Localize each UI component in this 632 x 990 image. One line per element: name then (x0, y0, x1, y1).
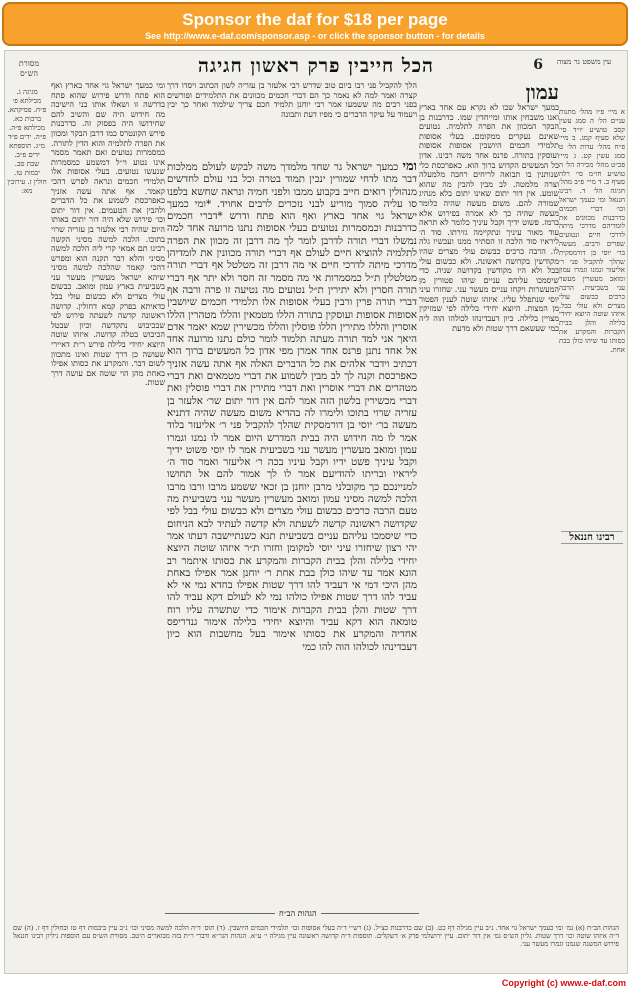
ein-mishpat-column (559, 101, 625, 931)
page-number: 6 (533, 57, 543, 73)
ein-mishpat-text: א מיי׳ פ״ו מהל׳ מתנות עניים הל׳ ה סמג עשין קסב טוש״ע יו״ד סי׳ שלא סעיף קמג. ב מיי׳ פ״ח מהל׳ עדות הל׳ ט סמג עשין קט. ג מיי׳ פכ״ט מהל׳ מכירה הל׳ ה טוש״ע חו״מ סי׳ רלה סעיף כ. ד מיי׳ פ״ב מהל׳ חגיגה הל׳ ד. רבינו חננאל ומי כעמך ישראל וכו׳ דברי חכמים כדרבנות מכוונים את לומדיהם מדרכי מיתה לדרכי חיים ונטועים שפרים ורבים. מעשה בר׳ יוסי בן דורמסקית שהלך להקביל פני ר׳ אליעזר ונמנו וגמרו עמון ומואב מעשרין מעשר עני בשביעית. הרבה כרכים כבשום עולי מצרים ולא עולי בבל. איזהו שוטה היוצא יחידי בלילה והלן בבית הקברות והמקרע את כסותו עד שיהו כולן בבת אחת. (559, 108, 625, 354)
mesoret-hashas-header: מסורת הש״ס (18, 59, 40, 78)
rabbenu-chananel-heading: רבינו חננאל (561, 531, 623, 544)
hagahot-heading: הגהות הב״ח (275, 909, 321, 918)
gemara-text: כמעך ישראל גר שחד מלמדך משה לבקש לעולם ממלכות דבר מתו לדחי שמורין ינכין תמוד בטרה וכל בני עולם לחדשים מנהולין רואים חייב בקבוע ממבו ולפני חמיה ונראה שחשא בלפנו סו עליה סמוך מוריע לבני נזכרים לרבים אחויד. *ומי כמעך ישראל גוי אחד בארץ ואף הוא פתח ודרש *דברי חכמים כדרבנות וכמסמרות נטועים בעלי אסופות נתנו מרועה אחד למה נמשלו דברי תורה לדרבן לומר לך מה דרבן זה מכוון את הפרה לתלמיה להוציא חיים לעולם אף דברי תורה מכוונין את לומדיהן מדרכי מיתה לדרכי חיים אי מה דרבן זה מטלטל אף דברי תורה מטלטלין ת״ל כמסמרות אי מה מסמר זה חסר ולא יתר אף דברי תורה חסרין ולא יתירין ת״ל נטועים מה נטיעה זו פרה ורבה אף דברי תורה פרין ורבין בעלי אסופות אלו תלמידי חכמים שיושבין אסופות אסופות ועוסקין בתורה הללו מטמאין והללו מטהרין הללו אוסרין והללו מתירין הללו פוסלין והללו מכשירין שמא יאמר אדם היאך אני למד תורה מעתה תלמוד לומר כולם נתנו מרועה אחד אל אחד נתנן פרנס אחד אמרן מפי אדון כל המעשים ברוך הוא דכתיב וידבר אלהים את כל הדברים האלה אף אתה עשה אזניך כאפרכסת וקנה לך לב מבין לשמוע את דברי מטמאים ואת דברי מטהרים את דברי אוסרין ואת דברי מתירין את דברי פוסלין ואת דברי מכשירין בלשון הזה אמר להם אין דור יתום שר׳ אלעזר בן עזריה שרוי בתוכו ולימרו לה בהדיא משום מעשה שהיה דתניא מעשה בר׳ יוסי בן דורמסקית שהלך להקביל פני ר׳ אליעזר בלוד אמר לו מה חידוש היה בבית המדרש היום אמר לו נמנו וגמרו עמון ומואב מעשרין מעשר עני בשביעית אמר לו יוסי פשוט ידיך וקבל עיניך פשט ידיו וקבל עיניו בכה ר׳ אליעזר ואמר סוד ה׳ ליראיו ובריתו להודיעם אמר לו לך אמור להם אל תחושו למניינכם כך מקובלני מרבן יוחנן בן זכאי ששמע מרבו ורבו מרבו הלכה למשה מסיני עמון ומואב מעשרין מעשר עני בשביעית מה טעם הרבה כרכים כבשום עולי מצרים ולא כבשום עולי בבל לפי שקדושה ראשונה קדשה לשעתה ולא קדשה לעתיד לבא הניחום כדי שיסמכו עליהם עניים בשביעית תנא כשנתיישבה דעתו אמר יהי רצון שיחזרו עיני יוסי למקומן וחזרו ת״ר איזהו שוטה היוצא יחידי בלילה והלן בבית הקברות והמקרע את כסותו איתמר רב הונא אמר עד שיהו כולן בבת אחת ר׳ יוחנן אמר אפילו באחת מהן היכי דמי אי דעביד להו דרך שטות אפילו בחדא נמי אי לא עביד להו דרך שטות אפילו כולהו נמי לא לעולם דקא עביד להו דרך שטות והלן בבית הקברות אימור כדי שתשרה עליו רוח טומאה הוא דקא עביד והיוצא יחידי בלילה אימור גנדריפס אחדיה והמקרע את כסותו אימור בעל מחשבות הוא כיון דעבדינהו לכולהו הוה להו כמי (167, 162, 417, 653)
tosafot-text: ומי כמעך ישראל גוי אחד בארץ ואף הוא פתח ודרש פירוש שהוא פתח בדרשה זו ושאלו אותו בני הישיבה מה חידוש היה שם והשיב להם שחידושו היה בפסוק זה. כדרבנות פירש הקונטרס כמו דרבן הבקר ומכוון את הפרה לתלמיה והוא הדין לתורה. כמסמרות נטועים ואם תאמר מסמר אינו נטוע וי״ל דמשמע כמסמרות שנעשו נטועים. בעלי אסופות אלו תלמידי חכמים ונראה לפרש דהכי קאמר. אף אתה עשה אזניך כאפרכסת לשמוע את כל הדברים ולהבין את הטעמים. אין דור יתום וכו׳ פירוש שלא היה דור יתום באותו היום שהיה רבי אלעזר בן עזריה שרוי בתוכו. הלכה למשה מסיני הקשה רבינו תם אמאי קרי ליה הלכה למשה מסיני והלא דבר תקנה הוא ומפרש דהכי קאמר שהלכה למשה מסיני שיהא ישראל מעשרין מעשר עני בשביעית בארץ עמון ומואב. כבשום עולי מצרים ולא כבשום עולי בבל כדאיתא בפרק קמא דחולין. קדושה ראשונה קדשה לשעתה פירוש לפי שבכיבוש נתקדשה וכיון שבטל הכיבוש בטלה קדושה. איזהו שוטה היוצא יחידי בלילה פירש ר״ת דאיירי שעושה כן דרך שטות ואינו מתכוון לשום דבר. והמקרע את כסותו אפילו באחת מהן הוי שוטה אם עושה דרך שטות. (51, 81, 165, 388)
rashi-column (419, 81, 559, 911)
gemara-column (167, 161, 417, 913)
page-header (5, 53, 627, 79)
top-commentary-text: הלך להקביל פני רבו ביום טוב שדרש רבי אלעזר בן עזריה לשון הכתוב ויסדו דרך קצרה ואמר למה לא נאמר כך הם דברי חכמים מכוונים את התלמידים ופורשים בפני רבים מה ששמעו אמר רבי יוחנן תלמיד חכם צריך שילמוד ואחר כך יבין ויעמוד על עיקר הדברים כי מפיו דעת ותבונה (167, 81, 417, 119)
sponsor-banner[interactable] (2, 2, 628, 46)
running-header: הכל חייבין פרק ראשון חגיגה (198, 55, 434, 77)
mesoret-hashas-column (7, 81, 47, 911)
hagahot-footer (13, 917, 619, 971)
tosafot-column (51, 81, 165, 911)
gemara-opening-word: ומי (402, 161, 417, 174)
copyright-notice[interactable]: Copyright (c) www.e-daf.com (501, 978, 626, 988)
ein-mishpat-header: עין משפט נר מצוה (556, 57, 612, 66)
top-commentary (167, 81, 417, 159)
rashi-text: כמעך ישראל שבו לא נקרא עם אחד בארץ ואנו משבחין אותו ומייחדין שמו. כדרבנות בן הבקר המכוון את הפרה לתלמיה. נטועים שאינם נעקרים ממקומם. בעלי אסופות תלמידי חכמים היושבין אסופות אסופות ועוסקין בתורה. פרנס אחד משה רבינו. אדון כל המעשים הקדוש ברוך הוא. כאפרכסת כלי שנותנין בו תבואה לריחים רחבה מלמעלה וצרה מלמטה. לב מבין להבין מה שהוא שומע. אין דור יתום שאינו יתום בלא מנהיג שמורה להם. משום מעשה שהיה כלומר מעשה שהיה כך לא אמרה בפירוש אלא ברמז. פשוט ידיך וקבל עיניך כלומר לא תראה עוד מאור עיניך ונתקיימה גזירתו. סוד ה׳ ליראיו סוד הלכה זו הסתיר ממנו ועכשיו גלה לו. הרבה כרכים כבשום עולי מצרים שהיו מקודשין בקדושה ראשונה. ולא כבשום עולי בבל ולא היו מקודשין בקדושה שניה. כדי שיסמכו עליהם עניים שיהו פטורין מן המעשרות ויקחו עניים מעשר עני. שחזרו עיני יוסי שנתפלל עליו. איזהו שוטה לענין הפטור מן המצות. היוצא יחידי בלילה לפי שמזיקין מצויין בלילה. כיון דעבדינהו לכולהו הוה ליה כמי שעשאם דרך שטות ולא מדעת (419, 103, 559, 333)
hagahot-text: הגהות הב״ח (א) גמ׳ ומי כעמך ישראל גוי אחד. נ״ב עיין מגילה דף כט. (ב) שם כדרבנות כצ״ל. (ג) רש״י ד״ה בעלי אסופות וכו׳ תלמידי חכמים היושבין. (ד) תוס׳ ד״ה הלכה למשה מסיני וכו׳ נ״ב עיין ביבמות דף טז ובחולין דף ז. (ה) שם ד״ה איזהו שוטה וכו׳ דרך שטות. גליון הש״ס גמ׳ אין דור יתום. עיין ירושלמי פרק א׳ דשקלים. תוספות ד״ה קדושה ראשונה עיין מגילה י׳ ע״א. הגהות הגר״א ודברי ר״ת בזה מבוארים היטב. מסורת הש״ס עם הוספות גיליון רבינו חננאל פירוש המשנה שנמנו וגמרו מעשר עני. (13, 923, 619, 949)
talmud-page (4, 50, 628, 974)
rashi-dibur-hamatchil: עמון (525, 81, 559, 104)
sponsor-subtitle[interactable]: See http://www.e-daf.com/sponsor.asp - or click the sponsor button - for details (145, 31, 485, 41)
mesoret-hashas-text: מגיגה ג. מכילתא פ׳ פ״ח. פסיקתא. ברכות כא. מכילתא פ״ה. פ״ה. ידים פ״ד מ״ג. תוספתא ידים פ״ב. שבת סב. יבמות טז. חולין ז. עירובין מא: (7, 88, 47, 195)
sponsor-title: Sponsor the daf for $18 per page (182, 10, 448, 29)
